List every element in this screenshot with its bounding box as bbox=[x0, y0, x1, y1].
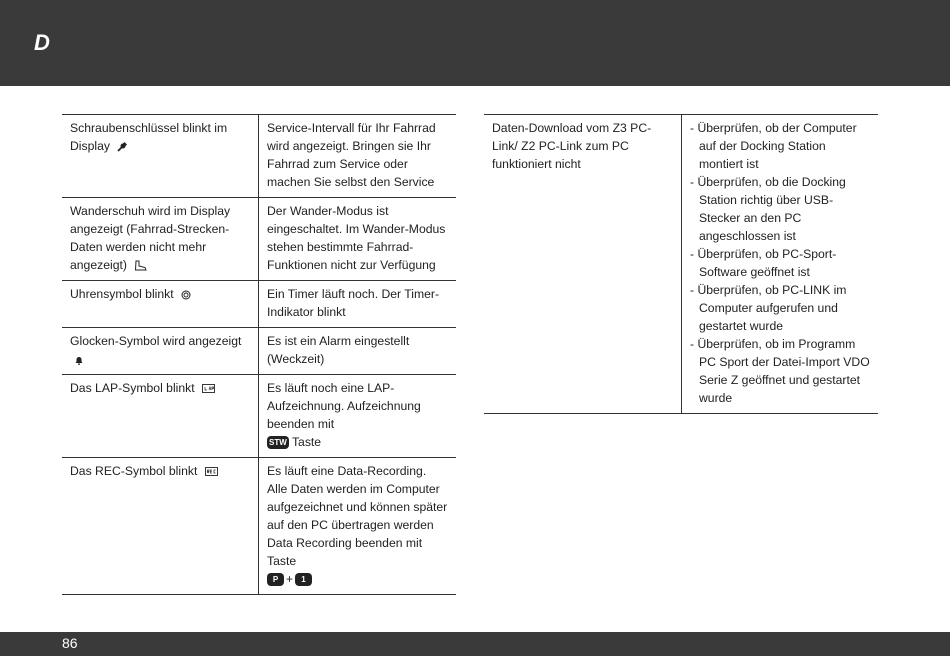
cause-cell: Es ist ein Alarm eingestellt (Weckzeit) bbox=[259, 328, 457, 375]
check-item: - Überprüfen, ob im Programm PC Sport der Datei-Import VDO Serie Z geöffnet und gestartet wurde bbox=[690, 337, 870, 405]
clock-icon bbox=[181, 290, 191, 300]
table-row bbox=[62, 281, 456, 328]
symptom-text: Schraubenschlüssel blinkt im Display bbox=[70, 121, 228, 153]
cause-text: Es läuft eine Data-Recording. Alle Daten werden im Computer aufgezeichnet und können später auf den PC übertragen werden Data Recording beenden mit Taste bbox=[267, 464, 448, 568]
check-item: - Überprüfen, ob PC-LINK im Computer aufgerufen und gestartet wurde bbox=[690, 283, 847, 333]
symptom-cell bbox=[62, 328, 259, 375]
cause-cell: Service-Intervall für Ihr Fahrrad wird angezeigt. Bringen sie Ihr Fahrrad zum Service oder machen Sie selbst den Service bbox=[259, 115, 457, 198]
one-key-icon: 1 bbox=[295, 573, 312, 586]
plus-sign: + bbox=[286, 572, 294, 586]
symptom-cell: Daten-Download vom Z3 PC-Link/ Z2 PC-Link zum PC funktioniert nicht bbox=[484, 115, 682, 414]
cause-cell bbox=[259, 375, 457, 458]
checks-cell bbox=[682, 115, 879, 414]
p-key-icon: P bbox=[267, 573, 284, 586]
stw-key-icon: STW bbox=[269, 438, 287, 448]
bell-icon bbox=[74, 355, 84, 365]
symptom-text: Das REC-Symbol blinkt bbox=[70, 464, 198, 478]
symptom-cell bbox=[62, 281, 259, 328]
symptom-text: Das LAP-Symbol blinkt bbox=[70, 381, 195, 395]
table-row bbox=[62, 328, 456, 375]
language-label: D bbox=[34, 30, 50, 55]
symptom-cell bbox=[62, 198, 259, 281]
cause-cell: Der Wander-Modus ist eingeschaltet. Im Wander-Modus stehen bestimmte Fahrrad-Funktionen nicht zur Verfügung bbox=[259, 198, 457, 281]
hiking-shoe-icon bbox=[134, 260, 147, 271]
lap-icon bbox=[202, 384, 215, 393]
symptom-text: Glocken-Symbol wird angezeigt bbox=[70, 334, 242, 348]
symptom-text: Uhrensymbol blinkt bbox=[70, 287, 174, 301]
page-number: 86 bbox=[62, 635, 78, 651]
page-footer bbox=[0, 632, 950, 656]
table-row bbox=[484, 115, 878, 414]
cause-cell bbox=[259, 458, 457, 595]
symptom-cell bbox=[62, 458, 259, 595]
symptom-cell bbox=[62, 375, 259, 458]
table-row bbox=[62, 198, 456, 281]
symptom-cell bbox=[62, 115, 259, 198]
rec-icon bbox=[205, 467, 218, 476]
table-row bbox=[62, 115, 456, 198]
cause-text: Es läuft noch eine LAP-Aufzeichnung. Aufzeichnung beenden mit bbox=[267, 381, 421, 431]
table-row bbox=[62, 375, 456, 458]
table-row bbox=[62, 458, 456, 595]
cause-suffix: Taste bbox=[291, 435, 322, 449]
troubleshooting-table-right bbox=[484, 114, 878, 414]
check-item: - Überprüfen, ob der Computer auf der Docking Station montiert ist bbox=[690, 121, 857, 171]
troubleshooting-table-left bbox=[62, 114, 456, 595]
cause-cell: Ein Timer läuft noch. Der Timer-Indikator blinkt bbox=[259, 281, 457, 328]
symptom-text: Wanderschuh wird im Display angezeigt (Fahrrad-Strecken-Daten werden nicht mehr angezeigt) bbox=[70, 204, 231, 272]
check-item: - Überprüfen, ob PC-Sport-Software geöffnet ist bbox=[690, 247, 837, 279]
wrench-icon bbox=[117, 141, 128, 152]
check-item: - Überprüfen, ob die Docking Station richtig über USB-Stecker an den PC angeschlossen ist bbox=[690, 175, 846, 243]
page-header bbox=[0, 0, 950, 86]
